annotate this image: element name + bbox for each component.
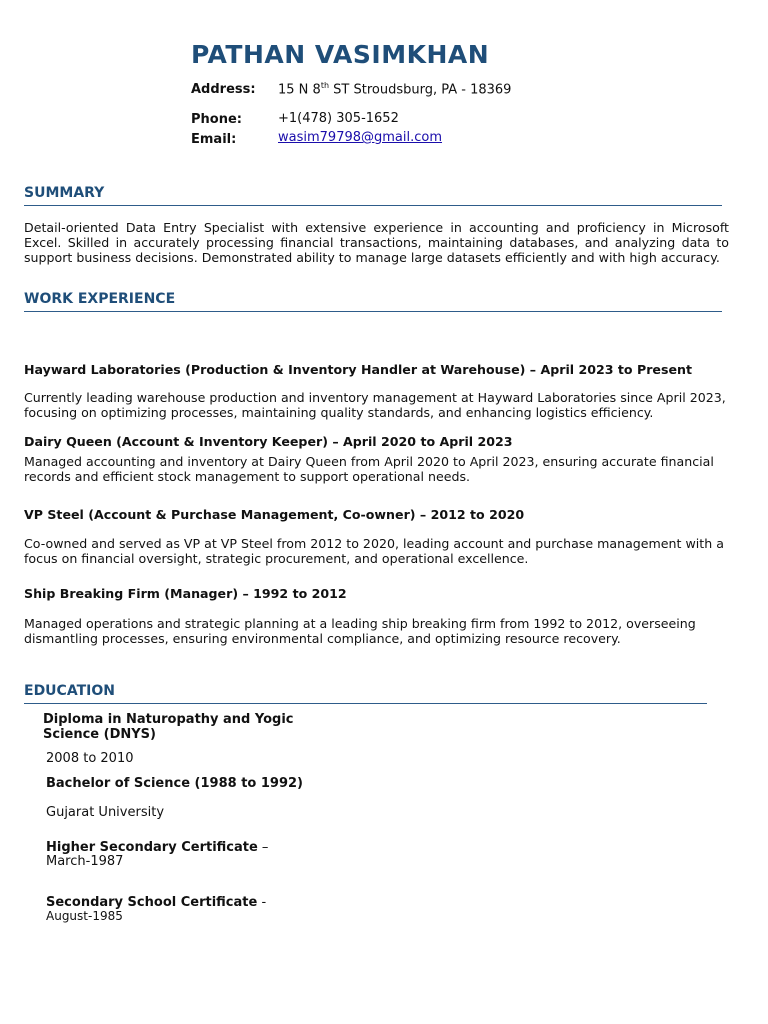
education-item-dnys	[43, 712, 294, 742]
address-ordinal-suffix: th	[320, 81, 330, 90]
education-item-ssc-dash: -	[257, 895, 267, 910]
job-title-ship-breaking: Ship Breaking Firm (Manager) – 1992 to 2012	[24, 586, 347, 601]
email-label: Email:	[191, 132, 237, 147]
education-item-ssc-date: August-1985	[46, 909, 123, 923]
education-divider	[24, 703, 707, 704]
summary-heading: SUMMARY	[24, 185, 105, 201]
address-street-number: 15 N 8	[278, 82, 321, 98]
phone-label: Phone:	[191, 112, 242, 127]
job-title-dairy-queen: Dairy Queen (Account & Inventory Keeper) – April 2020 to April 2023	[24, 434, 513, 449]
work-experience-heading: WORK EXPERIENCE	[24, 291, 176, 307]
summary-text: Detail-oriented Data Entry Specialist with extensive experience in accounting and proficiency in Microsoft Excel. Skilled in accurately processing financial transactions, maintaining databases, and analyzing data to support business decisions. Demonstrated ability to manage large datasets efficiently and with high accuracy.	[24, 220, 729, 265]
education-item-hsc-title: Higher Secondary Certificate	[46, 840, 258, 855]
job-desc-hayward: Currently leading warehouse production and inventory management at Hayward Laboratories since April 2023, focusing on optimizing processes, maintaining quality standards, and enhancing logistics efficiency.	[24, 390, 726, 420]
address-label: Address:	[191, 82, 256, 97]
job-desc-ship-breaking: Managed operations and strategic planning at a leading ship breaking firm from 1992 to 2012, overseeing dismantling processes, ensuring environmental compliance, and optimizing resource recovery.	[24, 616, 696, 646]
education-item-bsc: Bachelor of Science (1988 to 1992)	[46, 776, 303, 791]
education-item-ssc	[46, 894, 266, 910]
address-value	[278, 81, 511, 97]
education-item-dnys-dates: 2008 to 2010	[46, 751, 134, 766]
job-title-hayward: Hayward Laboratories (Production & Inventory Handler at Warehouse) – April 2023 to Present	[24, 362, 692, 377]
email-link[interactable]: wasim79798@gmail.com	[278, 130, 443, 145]
summary-divider	[24, 205, 722, 206]
education-item-hsc-dash: –	[257, 840, 269, 855]
education-item-ssc-title: Secondary School Certificate	[46, 895, 258, 910]
education-item-bsc-school: Gujarat University	[46, 805, 165, 820]
education-heading: EDUCATION	[24, 683, 115, 699]
email-value	[278, 130, 442, 145]
address-street-rest: ST Stroudsburg, PA - 18369	[329, 82, 512, 98]
job-desc-vp-steel: Co-owned and served as VP at VP Steel from 2012 to 2020, leading account and purchase management with a focus on financial oversight, strategic procurement, and operational excellence.	[24, 536, 724, 566]
education-item-hsc-date: March-1987	[46, 854, 124, 869]
phone-value: +1(478) 305-1652	[278, 111, 399, 126]
job-title-vp-steel: VP Steel (Account & Purchase Management, Co-owner) – 2012 to 2020	[24, 507, 525, 522]
education-item-hsc	[46, 839, 268, 855]
education-item-dnys-line2: Science (DNYS)	[43, 727, 156, 742]
work-experience-divider	[24, 311, 722, 312]
candidate-name: PATHAN VASIMKHAN	[191, 40, 490, 69]
education-item-dnys-line1: Diploma in Naturopathy and Yogic	[43, 712, 294, 727]
job-desc-dairy-queen: Managed accounting and inventory at Dairy Queen from April 2020 to April 2023, ensuring accurate financial records and efficient stock management to support operational needs.	[24, 454, 714, 484]
